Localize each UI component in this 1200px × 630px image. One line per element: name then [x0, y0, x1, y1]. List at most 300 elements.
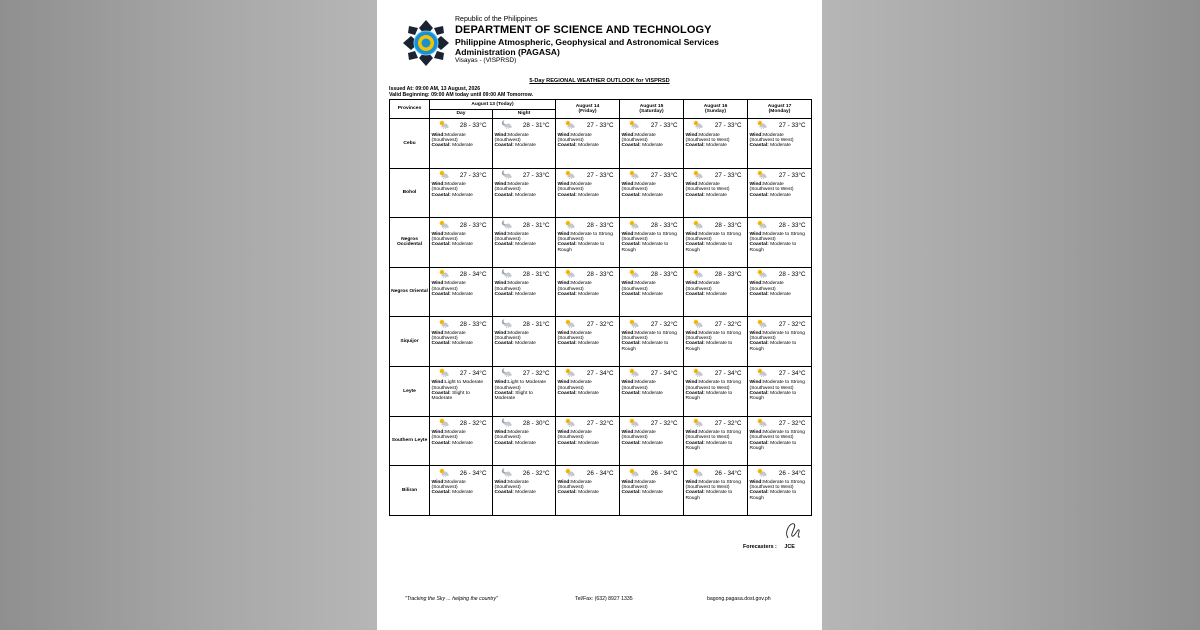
table-row: [390, 366, 812, 416]
forecast-cell: [684, 366, 748, 416]
coastal-value: Moderate to Rough: [621, 341, 669, 352]
temperature-range: 27 - 34°C: [650, 370, 678, 378]
coastal-label: Coastal:: [494, 440, 514, 446]
cloudy-night-rain-icon: [495, 269, 513, 280]
coastal-label: Coastal:: [621, 242, 641, 248]
partly-cloudy-rain-icon: [686, 418, 704, 429]
wind-label: Wind:: [621, 380, 636, 386]
wind-label: Wind:: [749, 182, 764, 188]
wind-value: Moderate (Southwest): [621, 430, 656, 441]
letterhead-text: [455, 16, 719, 65]
cloudy-night-rain-icon: [495, 468, 513, 479]
coastal-label: Coastal:: [494, 143, 514, 149]
coastal-value: Moderate: [706, 143, 727, 149]
forecast-cell: [748, 168, 812, 218]
forecast-cell: [748, 267, 812, 317]
coastal-value: Moderate: [642, 143, 663, 149]
wind-value: Moderate (Southwest): [494, 132, 529, 143]
forecast-cell: [620, 267, 684, 317]
partly-cloudy-rain-icon: [750, 120, 768, 131]
partly-cloudy-rain-icon: [432, 170, 450, 181]
coastal-label: Coastal:: [685, 143, 705, 149]
forecast-cell: [620, 218, 684, 268]
wind-label: Wind:: [494, 430, 509, 436]
wind-label: Wind:: [621, 182, 636, 188]
wind-label: Wind:: [749, 281, 764, 287]
wind-value: Moderate (Southwest): [557, 430, 592, 441]
partly-cloudy-rain-icon: [686, 368, 704, 379]
background-left: [0, 0, 377, 630]
forecast-cell: [556, 119, 620, 169]
wind-value: Moderate to Strong (Southwest): [685, 330, 741, 342]
background-right: [822, 0, 1200, 630]
coastal-label: Coastal:: [685, 341, 705, 347]
table-row: [390, 119, 812, 169]
province-name: Cebu: [390, 119, 430, 169]
wind-label: Wind:: [749, 380, 764, 386]
table-row: [390, 168, 812, 218]
province-name: Negros Occidental: [390, 218, 430, 268]
coastal-label: Coastal:: [494, 291, 514, 297]
temperature-range: 28 - 33°C: [459, 320, 487, 328]
wind-value: Moderate (Southwest): [431, 182, 466, 193]
valid-beginning: Valid Beginning: 09:00 AM today until 09:00 AM Tomorrow.: [389, 92, 534, 98]
coastal-label: Coastal:: [749, 242, 769, 248]
forecast-cell: [748, 416, 812, 466]
temperature-range: 27 - 32°C: [586, 320, 614, 328]
coastal-value: Moderate: [642, 291, 663, 297]
temperature-range: 26 - 34°C: [586, 469, 614, 477]
coastal-value: Slight to Moderate: [494, 391, 533, 402]
wind-value: Moderate (Southwest): [621, 132, 656, 143]
wind-value: Moderate to Strong (Southwest): [749, 330, 805, 342]
coastal-value: Moderate: [642, 391, 663, 397]
coastal-value: Moderate: [578, 341, 599, 347]
partly-cloudy-rain-icon: [558, 368, 576, 379]
temperature-range: 26 - 32°C: [522, 469, 550, 477]
pagasa-logo-icon: [403, 20, 449, 66]
wind-label: Wind:: [685, 182, 700, 188]
forecast-cell: [556, 317, 620, 367]
coastal-label: Coastal:: [557, 242, 577, 248]
wind-value: Moderate (Southwest): [557, 479, 592, 490]
day-header-4: August 17 (Monday): [748, 100, 812, 119]
forecast-cell: [430, 416, 493, 466]
cloudy-night-rain-icon: [495, 170, 513, 181]
wind-label: Wind:: [494, 479, 509, 485]
cloudy-night-rain-icon: [495, 120, 513, 131]
wind-value: Moderate to Strong (Southwest to West): [685, 380, 741, 391]
forecast-cell: [620, 416, 684, 466]
wind-value: Moderate to Strong (Southwest to West): [749, 380, 805, 391]
wind-value: Moderate (Southwest): [621, 380, 656, 391]
wind-value: Moderate (Southwest): [431, 479, 466, 490]
coastal-value: Moderate to Rough: [685, 242, 733, 253]
forecast-cell: [620, 366, 684, 416]
wind-value: Light to Moderate (Southwest): [494, 380, 547, 391]
forecast-cell: [684, 267, 748, 317]
temperature-range: 27 - 33°C: [522, 171, 550, 179]
forecast-cell: [430, 267, 493, 317]
wind-value: Moderate to Strong (Southwest): [557, 231, 613, 242]
partly-cloudy-rain-icon: [750, 368, 768, 379]
coastal-label: Coastal:: [494, 242, 514, 248]
coastal-value: Moderate to Rough: [749, 391, 797, 402]
coastal-value: Moderate to Rough: [749, 440, 797, 451]
partly-cloudy-rain-icon: [622, 468, 640, 479]
coastal-label: Coastal:: [749, 291, 769, 297]
forecast-cell: [556, 416, 620, 466]
coastal-value: Moderate: [770, 143, 791, 149]
forecast-cell: [748, 366, 812, 416]
wind-value: Moderate to Strong (Southwest to West): [685, 430, 741, 441]
province-name: Negros Oriental: [390, 267, 430, 317]
wind-value: Moderate (Southwest): [431, 430, 466, 441]
forecast-cell: [748, 218, 812, 268]
temperature-range: 28 - 30°C: [522, 419, 550, 427]
forecast-cell: [620, 168, 684, 218]
coastal-value: Moderate to Rough: [557, 242, 605, 253]
temperature-range: 28 - 32°C: [459, 419, 487, 427]
temperature-range: 27 - 34°C: [778, 370, 806, 378]
wind-label: Wind:: [557, 330, 572, 336]
table-row: [390, 466, 812, 516]
wind-value: Moderate (Southwest): [685, 281, 720, 292]
signature-icon: [782, 520, 802, 542]
coastal-label: Coastal:: [431, 291, 451, 297]
coastal-value: Moderate: [452, 143, 473, 149]
province-name: Siquijor: [390, 317, 430, 367]
temperature-range: 28 - 33°C: [459, 122, 487, 130]
temperature-range: 26 - 34°C: [650, 469, 678, 477]
forecast-cell: [430, 466, 493, 516]
partly-cloudy-rain-icon: [558, 319, 576, 330]
forecast-table: [389, 99, 812, 516]
partly-cloudy-rain-icon: [558, 170, 576, 181]
forecast-cell: [620, 119, 684, 169]
coastal-label: Coastal:: [621, 341, 641, 347]
wind-label: Wind:: [494, 231, 509, 237]
forecast-cell: [556, 466, 620, 516]
coastal-value: Moderate: [452, 242, 473, 248]
coastal-value: Moderate: [515, 490, 536, 496]
wind-label: Wind:: [685, 231, 700, 237]
coastal-value: Moderate to Rough: [749, 341, 797, 352]
coastal-label: Coastal:: [685, 391, 705, 397]
coastal-value: Moderate to Rough: [685, 341, 733, 352]
wind-value: Moderate (Southwest): [494, 281, 529, 292]
wind-label: Wind:: [749, 330, 764, 336]
partly-cloudy-rain-icon: [558, 269, 576, 280]
issue-info: [389, 86, 533, 98]
coastal-value: Moderate: [515, 143, 536, 149]
partly-cloudy-rain-icon: [622, 170, 640, 181]
wind-label: Wind:: [685, 330, 700, 336]
forecast-cell: [493, 416, 556, 466]
forecast-cell: [556, 168, 620, 218]
temperature-range: 26 - 34°C: [714, 469, 742, 477]
partly-cloudy-rain-icon: [622, 120, 640, 131]
temperature-range: 28 - 31°C: [522, 271, 550, 279]
coastal-label: Coastal:: [621, 143, 641, 149]
document-page: [377, 0, 822, 630]
day-header-3: August 16 (Sunday): [684, 100, 748, 119]
partly-cloudy-rain-icon: [432, 368, 450, 379]
table-row: [390, 267, 812, 317]
forecasters-label: Forecasters :: [743, 544, 777, 550]
wind-label: Wind:: [557, 231, 572, 237]
partly-cloudy-rain-icon: [750, 468, 768, 479]
forecast-cell: [493, 317, 556, 367]
province-name: Southern Leyte: [390, 416, 430, 466]
coastal-label: Coastal:: [685, 490, 705, 496]
wind-label: Wind:: [431, 182, 446, 188]
coastal-label: Coastal:: [494, 490, 514, 496]
partly-cloudy-rain-icon: [432, 319, 450, 330]
wind-label: Wind:: [494, 330, 509, 336]
wind-value: Moderate (Southwest): [494, 479, 529, 490]
wind-label: Wind:: [749, 430, 764, 436]
coastal-value: Moderate to Rough: [685, 391, 733, 402]
wind-label: Wind:: [431, 231, 446, 237]
temperature-range: 26 - 34°C: [778, 469, 806, 477]
wind-value: Moderate (Southwest): [557, 182, 592, 193]
wind-label: Wind:: [685, 281, 700, 287]
cloudy-night-rain-icon: [495, 220, 513, 231]
wind-value: Moderate (Southwest): [494, 231, 529, 242]
forecast-cell: [748, 119, 812, 169]
wind-value: Moderate to Strong (Southwest): [685, 231, 741, 242]
coastal-label: Coastal:: [621, 391, 641, 397]
partly-cloudy-rain-icon: [686, 468, 704, 479]
coastal-label: Coastal:: [749, 192, 769, 198]
temperature-range: 28 - 34°C: [459, 271, 487, 279]
partly-cloudy-rain-icon: [432, 269, 450, 280]
wind-label: Wind:: [621, 479, 636, 485]
table-row: [390, 218, 812, 268]
wind-label: Wind:: [557, 430, 572, 436]
wind-value: Moderate (Southwest): [494, 430, 529, 441]
partly-cloudy-rain-icon: [558, 418, 576, 429]
partly-cloudy-rain-icon: [432, 418, 450, 429]
coastal-label: Coastal:: [431, 490, 451, 496]
wind-value: Moderate to Strong (Southwest to West): [685, 479, 741, 490]
temperature-range: 28 - 33°C: [714, 221, 742, 229]
temperature-range: 28 - 33°C: [586, 271, 614, 279]
coastal-label: Coastal:: [621, 490, 641, 496]
footer-telfax: Tel/Fax: (632) 8927 1335: [575, 596, 633, 602]
temperature-range: 27 - 33°C: [778, 171, 806, 179]
coastal-label: Coastal:: [494, 341, 514, 347]
partly-cloudy-rain-icon: [432, 120, 450, 131]
coastal-label: Coastal:: [749, 440, 769, 446]
coastal-value: Moderate: [452, 341, 473, 347]
temperature-range: 28 - 31°C: [522, 221, 550, 229]
coastal-label: Coastal:: [557, 192, 577, 198]
coastal-value: Moderate: [770, 192, 791, 198]
today-night-header: Night: [493, 109, 556, 119]
coastal-value: Moderate: [578, 440, 599, 446]
temperature-range: 27 - 33°C: [459, 171, 487, 179]
coastal-value: Slight to Moderate: [431, 391, 470, 402]
coastal-label: Coastal:: [749, 391, 769, 397]
forecasters-initials: JCE: [784, 544, 795, 550]
wind-label: Wind:: [621, 430, 636, 436]
wind-value: Moderate (Southwest): [431, 231, 466, 242]
temperature-range: 28 - 33°C: [778, 271, 806, 279]
wind-value: Moderate (Southwest): [557, 281, 592, 292]
coastal-value: Moderate to Rough: [685, 490, 733, 501]
wind-label: Wind:: [621, 330, 636, 336]
partly-cloudy-rain-icon: [432, 220, 450, 231]
today-header: August 13 (Today): [430, 100, 556, 110]
partly-cloudy-rain-icon: [622, 418, 640, 429]
forecast-cell: [684, 317, 748, 367]
wind-value: Moderate (Southwest): [431, 132, 466, 143]
coastal-value: Moderate: [515, 192, 536, 198]
wind-value: Moderate (Southwest): [621, 281, 656, 292]
cloudy-night-rain-icon: [495, 319, 513, 330]
forecast-cell: [620, 317, 684, 367]
forecast-cell: [430, 317, 493, 367]
coastal-label: Coastal:: [621, 192, 641, 198]
wind-label: Wind:: [749, 132, 764, 138]
wind-label: Wind:: [749, 479, 764, 485]
wind-label: Wind:: [685, 430, 700, 436]
forecast-cell: [493, 218, 556, 268]
coastal-value: Moderate: [642, 490, 663, 496]
partly-cloudy-rain-icon: [622, 220, 640, 231]
letterhead: [403, 16, 813, 68]
wind-label: Wind:: [685, 479, 700, 485]
temperature-range: 28 - 31°C: [522, 122, 550, 130]
forecast-cell: [493, 119, 556, 169]
temperature-range: 28 - 33°C: [778, 221, 806, 229]
wind-label: Wind:: [431, 132, 446, 138]
table-row: [390, 416, 812, 466]
temperature-range: 27 - 33°C: [586, 122, 614, 130]
coastal-value: Moderate: [515, 341, 536, 347]
wind-label: Wind:: [685, 132, 700, 138]
forecast-cell: [430, 218, 493, 268]
wind-label: Wind:: [557, 479, 572, 485]
forecast-cell: [493, 267, 556, 317]
footer-website: bagong.pagasa.dost.gov.ph: [707, 596, 771, 602]
forecast-cell: [684, 416, 748, 466]
forecast-cell: [430, 366, 493, 416]
coastal-value: Moderate to Rough: [749, 490, 797, 501]
temperature-range: 27 - 33°C: [714, 122, 742, 130]
wind-value: Moderate to Strong (Southwest to West): [749, 479, 805, 490]
partly-cloudy-rain-icon: [432, 468, 450, 479]
provinces-header: Provinces: [390, 100, 430, 119]
coastal-value: Moderate: [578, 291, 599, 297]
wind-label: Wind:: [431, 281, 446, 287]
coastal-value: Moderate: [642, 192, 663, 198]
wind-value: Moderate (Southwest to West): [685, 182, 730, 193]
coastal-value: Moderate: [578, 143, 599, 149]
coastal-label: Coastal:: [685, 192, 705, 198]
forecast-cell: [493, 366, 556, 416]
wind-value: Moderate (Southwest): [494, 330, 529, 342]
coastal-label: Coastal:: [621, 291, 641, 297]
partly-cloudy-rain-icon: [750, 319, 768, 330]
partly-cloudy-rain-icon: [686, 220, 704, 231]
wind-value: Light to Moderate (Southwest): [431, 380, 484, 391]
partly-cloudy-rain-icon: [558, 468, 576, 479]
wind-value: Moderate to Strong (Southwest): [749, 231, 805, 242]
wind-value: Moderate (Southwest): [557, 330, 592, 342]
forecast-cell: [493, 466, 556, 516]
coastal-value: Moderate: [452, 440, 473, 446]
partly-cloudy-rain-icon: [686, 319, 704, 330]
wind-label: Wind:: [557, 132, 572, 138]
forecast-cell: [620, 466, 684, 516]
wind-label: Wind:: [685, 380, 700, 386]
coastal-label: Coastal:: [749, 341, 769, 347]
coastal-value: Moderate: [770, 291, 791, 297]
province-name: Biliran: [390, 466, 430, 516]
temperature-range: 28 - 31°C: [522, 320, 550, 328]
coastal-value: Moderate: [706, 192, 727, 198]
temperature-range: 27 - 33°C: [586, 171, 614, 179]
coastal-label: Coastal:: [749, 490, 769, 496]
table-row: [390, 317, 812, 367]
temperature-range: 28 - 33°C: [586, 221, 614, 229]
wind-value: Moderate to Strong (Southwest): [621, 231, 677, 242]
temperature-range: 27 - 33°C: [714, 171, 742, 179]
partly-cloudy-rain-icon: [686, 120, 704, 131]
coastal-value: Moderate to Rough: [621, 242, 669, 253]
coastal-value: Moderate: [578, 192, 599, 198]
footer-motto: "Tracking the Sky ... helping the country": [405, 596, 498, 602]
forecast-cell: [748, 466, 812, 516]
coastal-value: Moderate: [452, 490, 473, 496]
forecast-cell: [684, 218, 748, 268]
wind-value: Moderate (Southwest): [431, 281, 466, 292]
wind-value: Moderate to Strong (Southwest): [621, 330, 677, 342]
partly-cloudy-rain-icon: [686, 269, 704, 280]
republic-line: Republic of the Philippines: [455, 16, 538, 23]
department-name: DEPARTMENT OF SCIENCE AND TECHNOLOGY: [455, 24, 712, 36]
coastal-label: Coastal:: [494, 192, 514, 198]
regional-office: Visayas - (VISPRSD): [455, 57, 517, 64]
wind-label: Wind:: [431, 380, 446, 386]
temperature-range: 27 - 34°C: [586, 370, 614, 378]
partly-cloudy-rain-icon: [686, 170, 704, 181]
wind-label: Wind:: [557, 182, 572, 188]
agency-name-line2: Administration (PAGASA): [455, 47, 560, 57]
wind-value: Moderate (Southwest to West): [749, 182, 794, 193]
wind-label: Wind:: [557, 380, 572, 386]
coastal-label: Coastal:: [431, 341, 451, 347]
temperature-range: 26 - 34°C: [459, 469, 487, 477]
coastal-label: Coastal:: [557, 341, 577, 347]
partly-cloudy-rain-icon: [622, 319, 640, 330]
temperature-range: 27 - 32°C: [650, 419, 678, 427]
coastal-value: Moderate: [452, 192, 473, 198]
partly-cloudy-rain-icon: [750, 220, 768, 231]
partly-cloudy-rain-icon: [750, 418, 768, 429]
temperature-range: 27 - 32°C: [650, 320, 678, 328]
forecast-cell: [556, 218, 620, 268]
coastal-label: Coastal:: [431, 242, 451, 248]
coastal-value: Moderate: [452, 291, 473, 297]
wind-value: Moderate (Southwest to West): [749, 132, 794, 143]
coastal-label: Coastal:: [557, 440, 577, 446]
coastal-value: Moderate: [515, 242, 536, 248]
coastal-label: Coastal:: [431, 143, 451, 149]
